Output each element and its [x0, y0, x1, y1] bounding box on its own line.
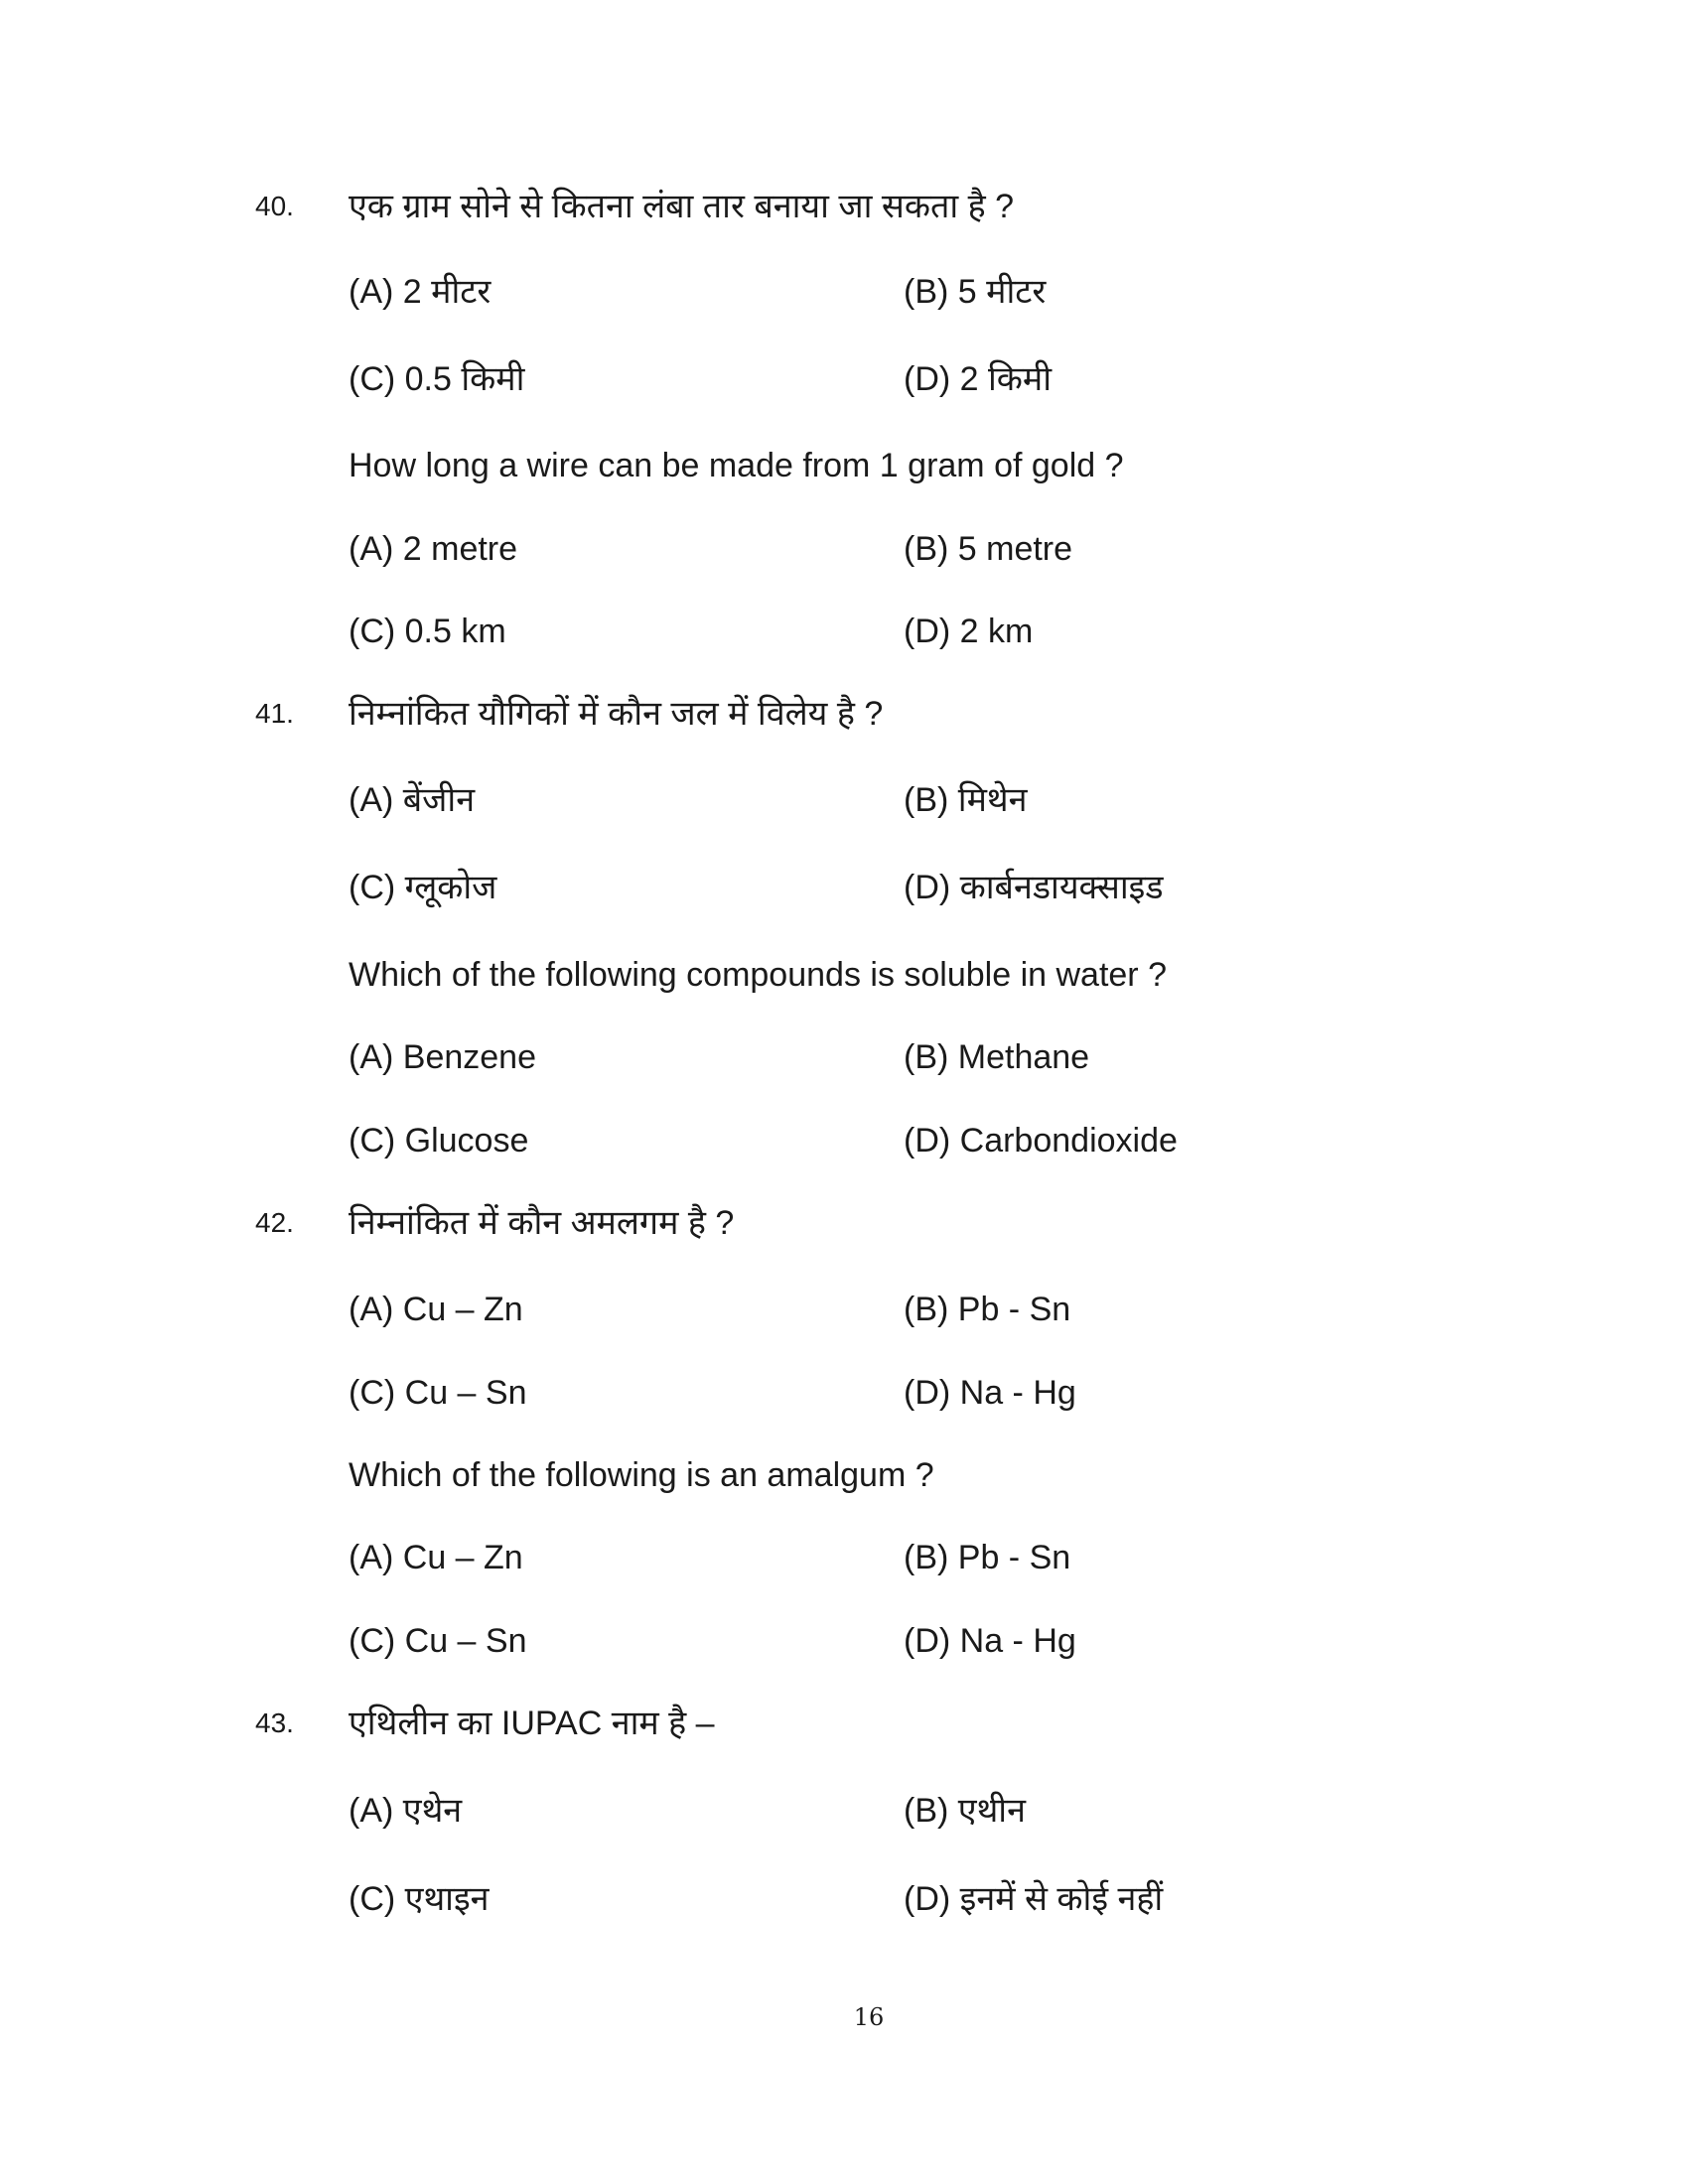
option-d: (D) 2 km [904, 613, 1034, 650]
question-text: एथिलीन का IUPAC नाम है – [349, 1705, 715, 1742]
options-row [0, 357, 1688, 401]
options-row [0, 1288, 1688, 1331]
option-b: (B) 5 metre [904, 530, 1073, 568]
option-a: (A) Cu – Zn [349, 1539, 523, 1576]
question-42-hindi [0, 1201, 1688, 1245]
option-b: (B) Methane [904, 1038, 1090, 1076]
option-b: (B) एथीन [904, 1792, 1026, 1830]
question-40-english [0, 444, 1688, 487]
option-a: (A) 2 मीटर [349, 273, 492, 311]
options-row [0, 527, 1688, 571]
question-41-hindi [0, 692, 1688, 736]
question-text: Which of the following compounds is soluble in water ? [349, 956, 1167, 994]
option-c: (C) Glucose [349, 1122, 529, 1160]
option-d: (D) इनमें से कोई नहीं [904, 1880, 1164, 1918]
question-number: 43. [255, 1707, 294, 1738]
option-a: (A) Cu – Zn [349, 1291, 523, 1328]
options-row [0, 1789, 1688, 1833]
question-41-english [0, 953, 1688, 997]
option-b: (B) 5 मीटर [904, 273, 1047, 311]
question-number: 41. [255, 698, 294, 729]
question-42-english [0, 1453, 1688, 1497]
question-number: 40. [255, 191, 294, 221]
options-row [0, 1371, 1688, 1415]
question-text: निम्नांकित यौगिकों में कौन जल में विलेय है ? [349, 695, 884, 733]
option-b: (B) मिथेन [904, 781, 1028, 819]
option-c: (C) Cu – Sn [349, 1374, 527, 1412]
option-b: (B) Pb - Sn [904, 1539, 1071, 1576]
options-row [0, 1619, 1688, 1663]
options-row [0, 610, 1688, 653]
question-text: How long a wire can be made from 1 gram of gold ? [349, 447, 1124, 484]
option-c: (C) ग्लूकोज [349, 869, 497, 906]
option-d: (D) Carbondioxide [904, 1122, 1178, 1160]
option-a: (A) बेंजीन [349, 781, 476, 819]
option-d: (D) Na - Hg [904, 1374, 1076, 1412]
options-row [0, 866, 1688, 909]
options-row [0, 1536, 1688, 1579]
question-text: निम्नांकित में कौन अमलगम है ? [349, 1204, 735, 1242]
question-text: Which of the following is an amalgum ? [349, 1456, 934, 1494]
option-c: (C) एथाइन [349, 1880, 490, 1918]
option-a: (A) एथेन [349, 1792, 463, 1830]
option-b: (B) Pb - Sn [904, 1291, 1071, 1328]
option-a: (A) Benzene [349, 1038, 536, 1076]
question-43-hindi [0, 1702, 1688, 1745]
option-c: (C) 0.5 km [349, 613, 506, 650]
question-40-hindi [0, 185, 1688, 228]
options-row [0, 1119, 1688, 1162]
options-row [0, 1877, 1688, 1921]
options-row [0, 270, 1688, 314]
page-number: 16 [853, 2003, 885, 2031]
question-text: एक ग्राम सोने से कितना लंबा तार बनाया जा सकता है ? [349, 188, 1015, 225]
option-c: (C) 0.5 किमी [349, 360, 525, 398]
option-d: (D) Na - Hg [904, 1622, 1076, 1660]
options-row [0, 778, 1688, 822]
option-a: (A) 2 metre [349, 530, 518, 568]
option-c: (C) Cu – Sn [349, 1622, 527, 1660]
question-number: 42. [255, 1207, 294, 1238]
option-d: (D) 2 किमी [904, 360, 1053, 398]
options-row [0, 1035, 1688, 1079]
option-d: (D) कार्बनडायक्साइड [904, 869, 1164, 906]
